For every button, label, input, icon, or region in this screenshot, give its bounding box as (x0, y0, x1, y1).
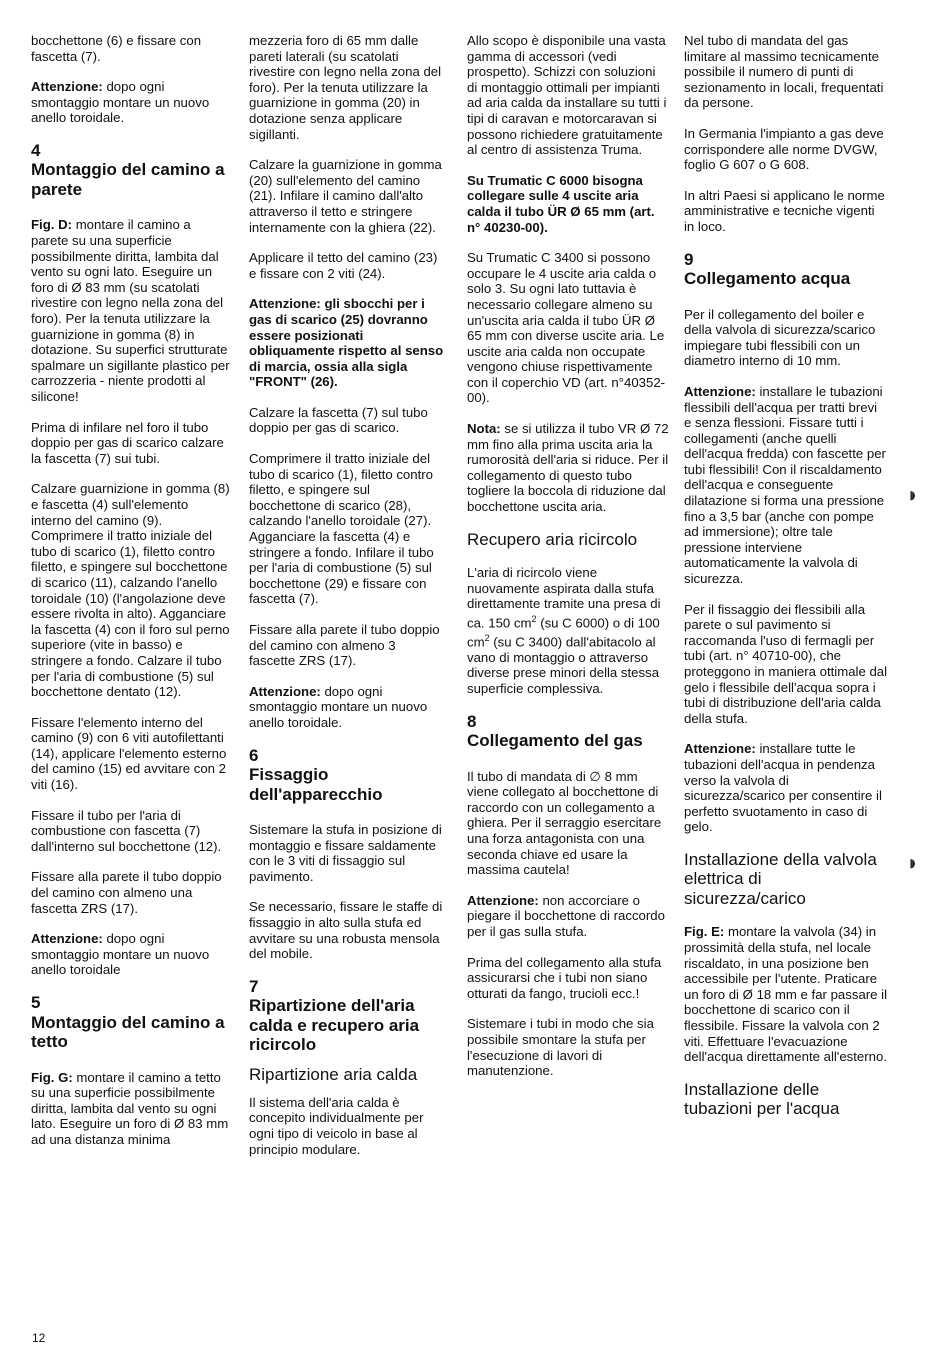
paragraph: In altri Paesi si applicano le norme amministrative e tecniche vigenti in loco. (684, 187, 885, 234)
label-attenzione: Attenzione: (467, 892, 539, 908)
paragraph: L'aria di ricircolo viene nuovamente aspirata dalla stufa direttamente tramite una presa di ca. 150 $cm^2$ (su C 6000) o di 100 $cm^2$ (su C 3400) dall'abitacolo al vano di montaggio o attraverso diverse prese minori della stessa superficie complessiva. (467, 565, 661, 697)
paragraph: Attenzione: dopo ogni smontaggio montare un nuovo anello toroidale. (249, 683, 428, 730)
section-heading-9: 9 Collegamento acqua (684, 249, 851, 289)
label-fig: Fig. E: (684, 924, 725, 940)
subheading: Recupero aria ricircolo (467, 529, 638, 549)
subheading: Ripartizione aria calda (249, 1064, 418, 1084)
section-heading-8: 8 Collegamento del gas (467, 711, 643, 751)
paragraph: Attenzione: installare tutte le tubazioni dell'acqua in pendenza verso la valvola di sicurezza/scarico per consentire il perfetto svuotamento in caso di gelo. (684, 741, 882, 835)
paragraph: Fissare il tubo per l'aria di combustione con fascetta (7) dall'interno sul bocchettone (12). (31, 807, 222, 854)
label-attenzione: Attenzione: (249, 683, 321, 699)
subheading: Installazione delle tubazioni per l'acqua (684, 1079, 840, 1119)
label-attenzione: Attenzione: (684, 383, 756, 399)
page-number: 12 (32, 1331, 46, 1345)
label-fig: Fig. G: (31, 1069, 73, 1085)
paragraph: Fissare alla parete il tubo doppio del camino con almeno 3 fascette ZRS (17). (249, 622, 440, 669)
label-nota: Nota: (467, 421, 501, 437)
paragraph: Calzare guarnizione in gomma (8) e fascetta (4) sull'elemento interno del camino (9). Comprimere il tratto iniziale del tubo di scarico (1), filetto contro filetto, e spingere sul bocchettone di scarico (11), calzando l'anello toroidale (10) (l'angolazione deve essere rivolta in alto). Agganciare la fascetta (4) con il foro sul perno superiore (vite in basso) e stringere a fondo. Calzare il tubo per l'aria di combustione (5) sul bocchettone dentato (12). (31, 481, 230, 700)
paragraph: In Germania l'impianto a gas deve corrispondere alle norme DVGW, foglio G 607 o G 608. (684, 125, 884, 173)
label-fig: Fig. D: (31, 217, 73, 233)
paragraph: Comprimere il tratto iniziale del tubo di scarico (1), filetto contro filetto, e spingere sul bocchettone di scarico (28), calzando l'anello toroidale (27). Agganciare la fascetta (4) e stringere a fondo. Infilare il tubo per l'aria di combustione (5) sul bocchettone (29) e fissare con fascetta (7). (249, 451, 434, 607)
paragraph: mezzeria foro di 65 mm dalle pareti laterali (su scatolati rivestire con legno nella zona del foro). Per la tenuta utilizzare la guarnizione in gomma (20) in dotazione senza applicare sigillanti. (249, 33, 442, 142)
paragraph: Allo scopo è disponibile una vasta gamma di accessori (vedi prospetto). Schizzi con soluzioni di montaggio ottimali per impianti ad aria calda da installare su tutti i tipi di caravan e motorcaravan si possono richiedere gratuitamente al centro di assistenza Truma. (467, 33, 667, 158)
subheading: Installazione della valvola elettrica di sicurezza/carico (684, 849, 877, 908)
paragraph: Per il collegamento del boiler e della valvola di sicurezza/scarico impiegare tubi flessibili con un diametro interno di 10 mm. (684, 306, 876, 369)
paragraph: Attenzione: installare le tubazioni flessibili dell'acqua per tratti brevi e senza flessioni. Fissare tutti i collegamenti (anche quelli dell'acqua fredda) con fascette per tubi flessibili! Con il riscaldamento dell'acqua e conseguente dilatazione si forma una pressione fino a 3,5 bar (anche con pompe ad immersione); oltre tale pressione interviene automaticamente la valvola di sicurezza. (684, 383, 886, 587)
column-3 (467, 33, 669, 1094)
section-heading-6: 6 Fissaggio dell'apparecchio (249, 745, 383, 804)
paragraph: Fig. E: montare la valvola (34) in prossimità della stufa, nel locale riscaldato, in una posizione ben accessibile per l'utente. Praticare un foro di Ø 18 mm e far passare il bocchettone di scarico con il flessibile. Fissare la valvola con 2 viti. Effettuare l'evacuazione dell'acqua direttamente all'esterno. (684, 924, 888, 1065)
paragraph: Se necessario, fissare le staffe di fissaggio in alto sulla stufa ed avvitare su una robusta mensola del mobile. (249, 899, 443, 962)
paragraph: Nel tubo di mandata del gas limitare al massimo tecnicamente possibile il numero di punti di sezionamento in locali, frequentati da persone. (684, 33, 884, 111)
paragraph: Sistemare i tubi in modo che sia possibile smontare la stufa per l'esecuzione di lavori di manutenzione. (467, 1016, 654, 1079)
paragraph: Il tubo di mandata di ∅ 8 mm viene collegato al bocchettone di raccordo con un collegamento a ghiera. Per il serraggio esercitare una forza antagonista con una seconda chiave ed usare la massima cautela! (467, 768, 662, 878)
paragraph: Fissare l'elemento interno del camino (9) con 6 viti autofilettanti (14), applicare l'elemento esterno del camino (15) ed avvitare con 2 viti (16). (31, 714, 227, 793)
section-heading-4: 4 Montaggio del camino a parete (31, 140, 225, 199)
paragraph: Fig. G: montare il camino a tetto su una superficie possibilmente diritta, lambita dal vento su ogni lato. Eseguire un foro di Ø 83 mm ad una distanza minima (31, 1069, 229, 1147)
paragraph: Sistemare la stufa in posizione di montaggio e fissare saldamente con le 3 viti di fissaggio sul pavimento. (249, 822, 442, 884)
paragraph: Attenzione: dopo ogni smontaggio montare un nuovo anello toroidale. (31, 79, 210, 126)
label-attenzione: Attenzione: (31, 79, 103, 95)
paragraph: Prima di infilare nel foro il tubo doppio per gas di scarico calzare la fascetta (7) sui tubi. (31, 419, 224, 466)
paragraph: Prima del collegamento alla stufa assicurarsi che i tubi non siano otturati da fango, trucioli ecc.! (467, 954, 662, 1001)
paragraph-bold-warning: Attenzione: gli sbocchi per i gas di scarico (25) dovranno essere posizionati obliquamente rispetto al senso di marcia, ossia alla sigla "FRONT" (26). (249, 296, 444, 390)
margin-marker-icon: ◗ (906, 850, 920, 875)
section-heading-7: 7 Ripartizione dell'aria calda e recupero aria ricircolo (249, 976, 420, 1055)
margin-marker-icon: ◗ (906, 482, 920, 507)
paragraph: Applicare il tetto del camino (23) e fissare con 2 viti (24). (249, 250, 438, 281)
column-2 (249, 33, 445, 1172)
paragraph: bocchettone (6) e fissare con fascetta (7). (31, 33, 202, 64)
paragraph: Calzare la guarnizione in gomma (20) sull'elemento del camino (21). Infilare il camino dall'alto attraverso il tetto e stringere internamente con la ghiera (22). (249, 157, 442, 235)
label-attenzione: Attenzione: (31, 931, 103, 947)
paragraph: Il sistema dell'aria calda è concepito individualmente per ogni tipo di veicolo in base al principio modulare. (249, 1094, 424, 1157)
paragraph: Attenzione: non accorciare o piegare il bocchettone di raccordo per il gas sulla stufa. (467, 892, 665, 939)
paragraph: Calzare la fascetta (7) sul tubo doppio per gas di scarico. (249, 404, 428, 436)
paragraph: Attenzione: dopo ogni smontaggio montare un nuovo anello toroidale (31, 931, 210, 978)
paragraph: Fig. D: montare il camino a parete su una superficie possibilmente diritta, lambita dal vento su ogni lato. Eseguire un foro di Ø 83 mm (su scatolati rivestire con legno nella zona del foro). Per la tenuta utilizzare la guarnizione in gomma (8) in dotazione. Su superfici strutturate spalmare un sigillante plastico per carrozzeria - niente prodotti al silicone! (31, 217, 230, 404)
paragraph: Per il fissaggio dei flessibili alla parete o sul pavimento si raccomanda l'uso di fermagli per tubi (art. n° 40710-00), che proteggono in maniera ottimale dal gelo i flessibile dell'acqua sopra i tubi di distribuzione dell'aria calda della stufa. (684, 601, 888, 726)
label-attenzione: Attenzione: (684, 741, 756, 757)
column-4 (684, 33, 888, 1135)
paragraph-bold-note: Su Trumatic C 6000 bisogna collegare sulle 4 uscite aria calda il tubo ÜR Ø 65 mm (art. n° 40230-00). (467, 172, 655, 235)
paragraph: Nota: se si utilizza il tubo VR Ø 72 mm fino alla prima uscita aria la rumorosità dell'aria si riduce. Per il collegamento di questo tubo togliere la boccola di riduzione dal bocchettone uscita aria. (467, 421, 669, 515)
paragraph: Fissare alla parete il tubo doppio del camino con almeno una fascetta ZRS (17). (31, 869, 222, 916)
section-heading-5: 5 Montaggio del camino a tetto (31, 993, 225, 1051)
column-1 (31, 33, 231, 1162)
paragraph: Su Trumatic C 3400 si possono occupare le 4 uscite aria calda o solo 3. Su ogni lato tuttavia è necessario collegare almeno su un'uscita aria calda il tubo ÜR Ø 65 mm con diverse uscite aria. Le uscite aria calda non occupate vengono chiuse rispettivamente con il coperchio VD (art. n°40352-00). (467, 250, 666, 406)
